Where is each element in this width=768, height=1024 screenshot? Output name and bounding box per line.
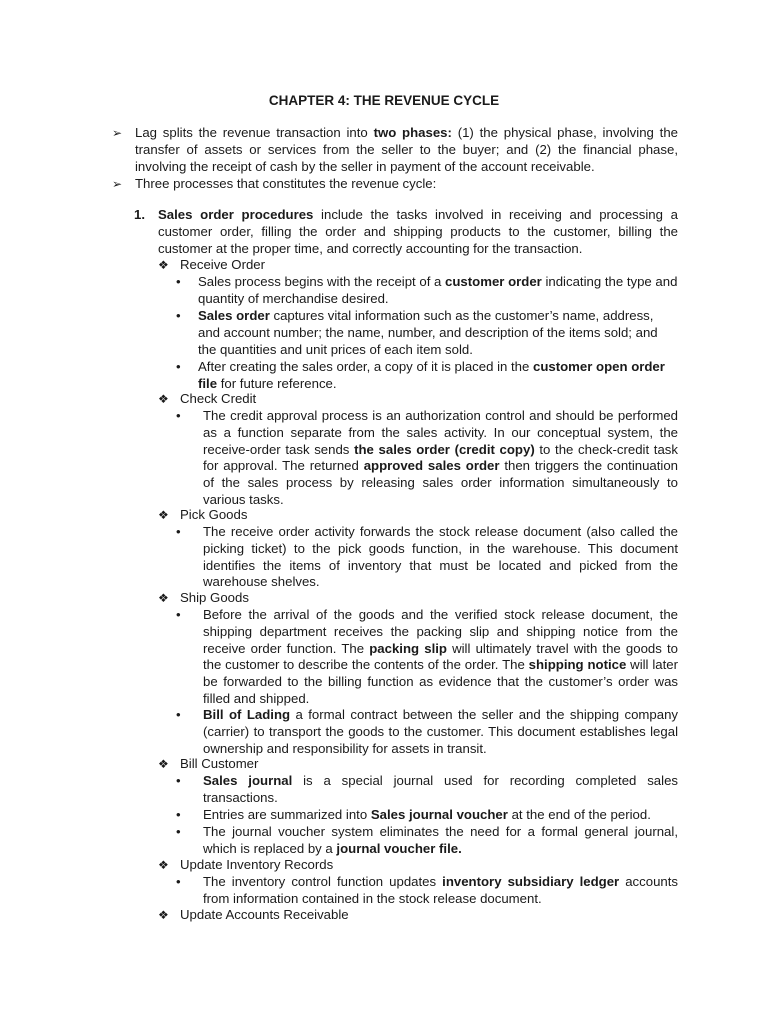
bullet-icon: • [176,408,181,423]
heading-pick-goods: ❖ Pick Goods [158,507,248,522]
list-item: • Bill of Lading a formal contract between the seller and the shipping company (carrier) to transport the goods to the customer. This document establishes legal ownership and responsibility for assets in transit. [176,707,678,756]
list-item: • Sales journal is a special journal used for recording completed sales transactions. [176,773,678,805]
bullet-icon: • [176,359,181,374]
bullet-icon: • [176,308,181,323]
arrow-bullet-icon: ➢ [112,126,123,140]
intro-paragraph-1 [112,125,678,175]
bullet-icon: • [176,807,181,822]
list-item: • Sales order captures vital information such as the customer’s name, address, and account number; the name, number, and description of the items sold; and the quantities and unit prices of each item sold. [176,308,658,357]
heading-receive-order: ❖ Receive Order [158,257,266,272]
list-item: • Sales process begins with the receipt of a customer order indicating the type and quantity of merchandise desired. [176,274,678,306]
diamond-bullet-icon: ❖ [158,858,169,872]
list-item: • The credit approval process is an authorization control and should be performed as a function separate from the sales activity. In our conceptual system, the receive-order task sends the sales order (credit copy) to the check-credit task for approval. The returned approved sales order then triggers the continuation of the sales process by releasing sales order information simultaneously to various tasks. [176,408,679,507]
intro-text-1: Lag splits the revenue transaction into two phases: (1) the physical phase, involving the transfer of assets or services from the seller to the buyer; and (2) the financial phase, involving the receipt of cash by the seller in payment of the account receivable. [135,125,678,174]
bullet-icon: • [176,874,181,889]
bullet-icon: • [176,773,181,788]
bullet-icon: • [176,707,181,722]
diamond-bullet-icon: ❖ [158,258,169,272]
list-item: • Before the arrival of the goods and the verified stock release document, the shipping department receives the packing slip and shipping notice from the receive order function. The packing slip will ultimately travel with the goods to the customer to describe the contents of the order. The shipping notice will later be forwarded to the billing function as evidence that the customer’s order was filled and shipped. [176,607,678,706]
list-item: • The journal voucher system eliminates the need for a formal general journal, which is replaced by a journal voucher file. [176,824,678,856]
heading-check-credit: ❖ Check Credit [158,391,257,406]
heading-update-inventory-records: ❖ Update Inventory Records [158,857,334,872]
heading-ship-goods: ❖ Ship Goods [158,590,249,605]
list-item: • After creating the sales order, a copy of it is placed in the customer open order file for future reference. [176,359,665,391]
list-item: • The inventory control function updates inventory subsidiary ledger accounts from information contained in the stock release document. [176,874,678,906]
section-sales-order-procedures [134,207,678,257]
diamond-bullet-icon: ❖ [158,392,169,406]
bullet-icon: • [176,524,181,539]
bullet-icon: • [176,607,181,622]
heading-update-accounts-receivable: ❖ Update Accounts Receivable [158,907,349,922]
intro-text-2: Three processes that constitutes the revenue cycle: [135,176,437,191]
list-item: • Entries are summarized into Sales journal voucher at the end of the period. [176,807,651,822]
list-item: • The receive order activity forwards the stock release document (also called the picking ticket) to the pick goods function, in the warehouse. This document identifies the items of inventory that must be located and picked from the warehouse shelves. [176,524,678,590]
chapter-title: CHAPTER 4: THE REVENUE CYCLE [268,93,500,108]
heading-bill-customer: ❖ Bill Customer [158,756,259,771]
arrow-bullet-icon: ➢ [112,177,123,191]
diamond-bullet-icon: ❖ [158,591,169,605]
section-text: Sales order procedures include the tasks involved in receiving and processing a customer order, filling the order and shipping products to the customer, billing the customer at the proper time, and correctly accounting for the transaction. [158,207,678,256]
intro-paragraph-2 [112,176,678,193]
bullet-icon: • [176,824,181,839]
diamond-bullet-icon: ❖ [158,757,169,771]
bullet-icon: • [176,274,181,289]
diamond-bullet-icon: ❖ [158,908,169,922]
diamond-bullet-icon: ❖ [158,508,169,522]
list-number: 1. [134,207,145,222]
